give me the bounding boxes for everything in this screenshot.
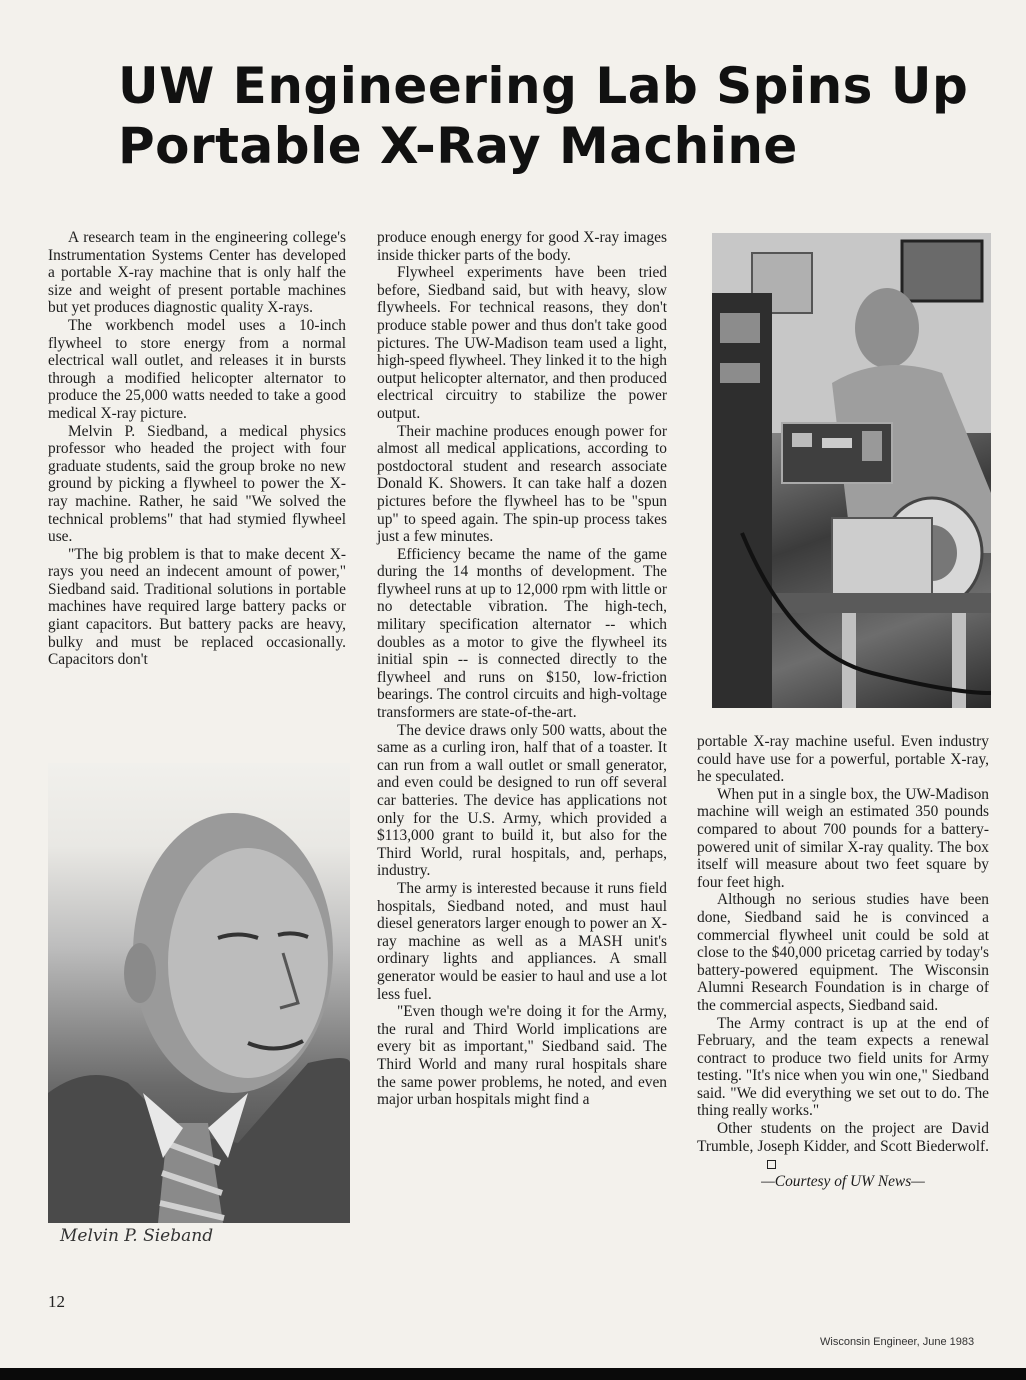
page-number: 12 (48, 1292, 65, 1311)
paragraph: "Even though we're doing it for the Army, the rural and Third World implications are every bit as important," Siedband said. The Third World and many rural hospitals share the same power problems, he noted, and even major urban hospitals might find a (377, 1003, 667, 1109)
paragraph-text: Other students on the project are David Trumble, Joseph Kidder, and Scott Biederwolf. (697, 1120, 989, 1155)
article-column-2 (377, 229, 667, 1109)
paragraph: Melvin P. Siedband, a medical physics professor who headed the project with four graduate students, said the group broke no new ground by picking a flywheel to power the X-ray machine. Rather, he said "We solved the technical problems" that had stymied flywheel use. (48, 422, 346, 546)
lab-photo (712, 233, 991, 708)
paragraph: "The big problem is that to make decent X-rays you need an indecent amount of power," Siedband said. Traditional solutions in portable machines have required large battery packs or giant capacitors. But battery packs are heavy, bulky and must be replaced occasionally. Capacitors don't (48, 545, 346, 669)
end-mark-icon (767, 1160, 776, 1169)
lab-illustration (712, 233, 991, 708)
publication-footer: Wisconsin Engineer, June 1983 (820, 1336, 975, 1348)
paragraph: portable X-ray machine useful. Even industry could have use for a powerful, portable X-ray, he speculated. (697, 733, 989, 786)
photo-caption: Melvin P. Sieband (60, 1226, 214, 1246)
paragraph: The army is interested because it runs field hospitals, Siedband noted, and must haul diesel generators larger enough to power an X-ray machine as well as a MASH unit's ordinary lights and appliances. A small generator would be easier to haul and use a lot less fuel. (377, 879, 667, 1003)
paragraph: The workbench model uses a 10-inch flywheel to store energy from a normal electrical wall outlet, and releases it in bursts through a modified helicopter alternator to produce the 25,000 watts needed to take a good medical X-ray picture. (48, 316, 346, 422)
paragraph: Although no serious studies have been done, Siedband said he is convinced a commercial flywheel unit could be sold at close to the $40,000 pricetag carried by today's battery-powered equipment. The Wisconsin Alumni Research Foundation is in charge of the commercial aspects, Siedband said. (697, 891, 989, 1014)
paragraph: Their machine produces enough power for almost all medical applications, according to postdoctoral student and research associate Donald K. Showers. It can take half a dozen pictures before the flywheel has to be "spun up" to speed again. The spin-up process takes just a few minutes. (377, 422, 667, 546)
paragraph: When put in a single box, the UW-Madison machine will weigh an estimated 350 pounds compared to about 700 pounds for a battery-powered unit of similar X-ray quality. The box itself will measure about two feet square by four feet high. (697, 785, 989, 891)
article-headline (118, 56, 978, 176)
article-column-1 (48, 229, 346, 669)
paragraph: The Army contract is up at the end of February, and the team expects a renewal contract to produce two field units for Army testing. "It's nice when you win one," Siedband said. "We did everything we set out to do. The thing really works." (697, 1014, 989, 1120)
scan-edge (0, 1368, 1026, 1380)
portrait-photo (48, 763, 350, 1223)
article-column-3 (697, 733, 989, 1190)
headline-line-2: Portable X-Ray Machine (118, 117, 798, 175)
article-credit: —Courtesy of UW News— (761, 1172, 925, 1190)
paragraph: produce enough energy for good X-ray images inside thicker parts of the body. (377, 229, 667, 264)
paragraph: A research team in the engineering college's Instrumentation Systems Center has developed a portable X-ray machine that is only half the size and weight of present portable machines but yet produces diagnostic quality X-rays. (48, 229, 346, 317)
paragraph: Flywheel experiments have been tried before, Siedband said, but with heavy, slow flywheels. For technical reasons, they don't produce stable power and thus don't take good pictures. The UW-Madison team used a light, high-speed flywheel. They linked it to the high output helicopter alternator, and then produced electrical circuitry to stabilize the power output. (377, 264, 667, 422)
paragraph: Efficiency became the name of the game during the 14 months of development. The flywheel runs at up to 12,000 rpm with little or no detectable vibration. The high-tech, military specification alternator -- which doubles as a motor to give the flywheel its initial spin -- is connected directly to the flywheel and runs on $150, low-friction bearings. The control circuits and high-voltage transformers are state-of-the-art. (377, 545, 667, 722)
portrait-illustration (48, 763, 350, 1223)
paragraph: The device draws only 500 watts, about the same as a curling iron, half that of a toaster. It can run from a wall outlet or small generator, and even could be designed to run off several car batteries. The device has applications not only for the U.S. Army, which provided a $113,000 grant to build it, but also for the Third World, rural hospitals, and, perhaps, industry. (377, 721, 667, 880)
paragraph (697, 1120, 989, 1173)
headline-line-1: UW Engineering Lab Spins Up (118, 57, 969, 115)
